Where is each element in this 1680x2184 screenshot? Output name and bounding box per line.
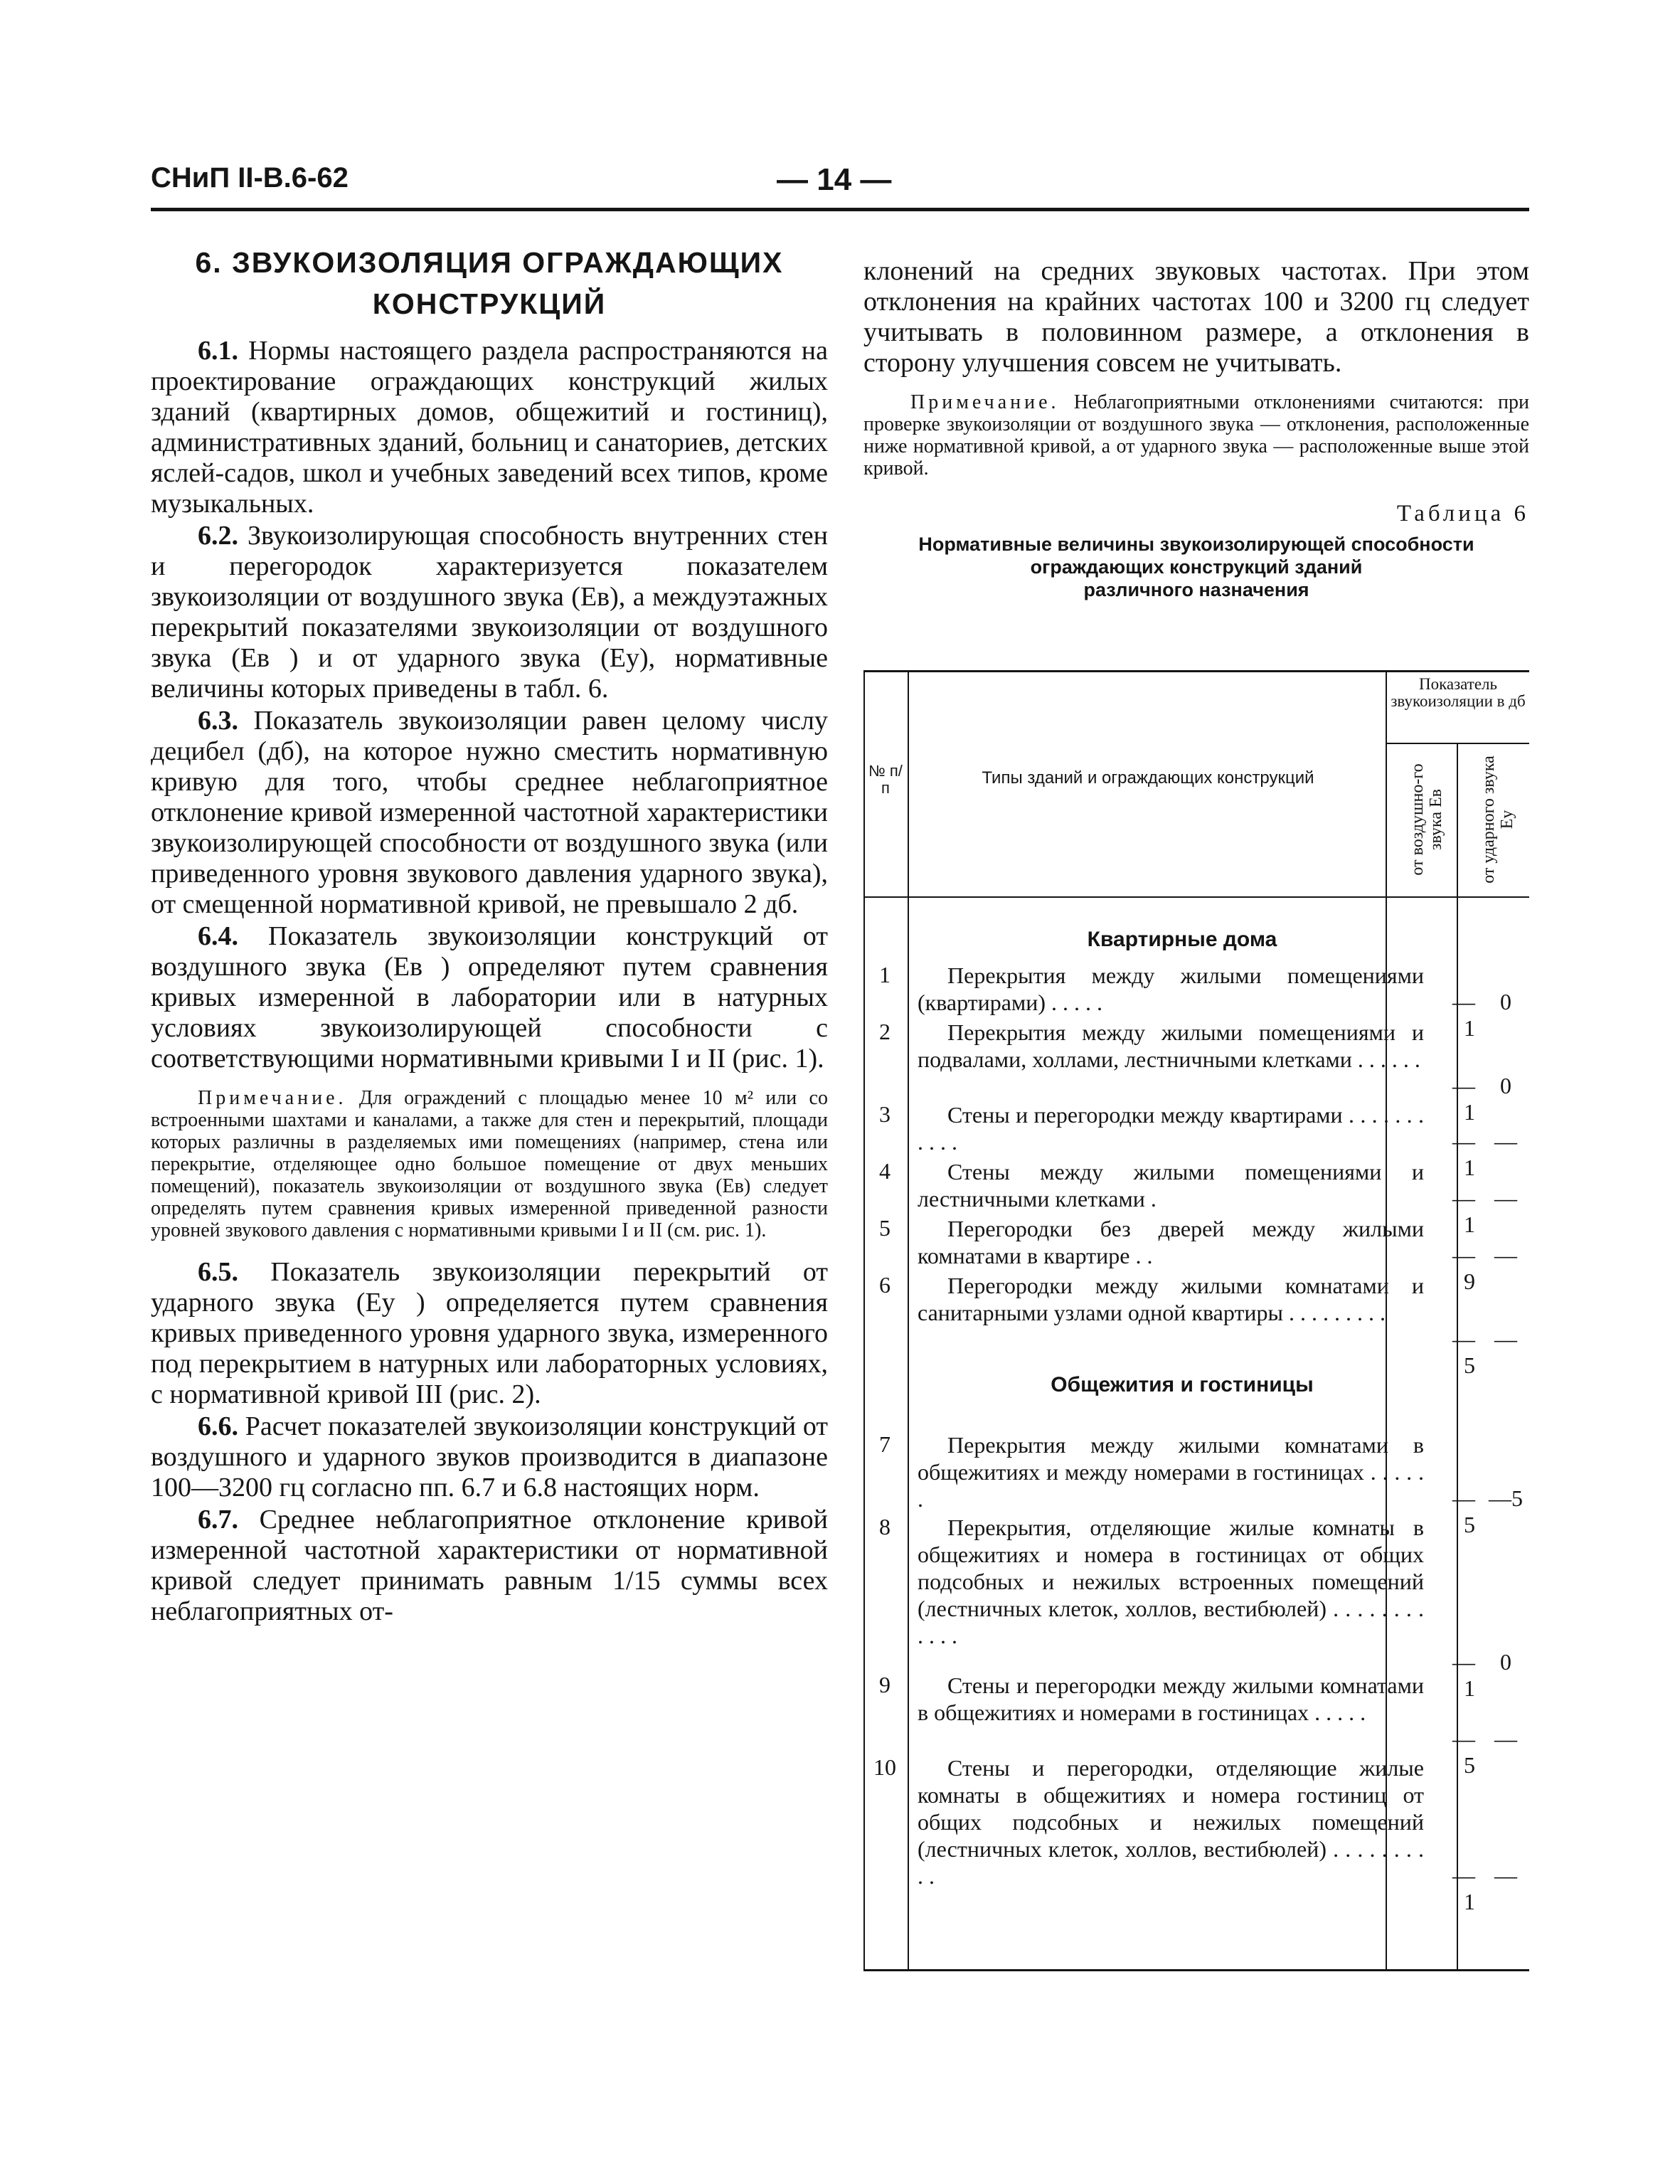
row-impact-value: 0	[1500, 989, 1511, 1014]
paragraph-6-1: 6.1. Нормы настоящего раздела распространяются на проектирование ограждающих конструкций жилых зданий (квартирных домов, общежитий и гостиниц), административных зданий, больниц и санаториев, детских яслей-садов, школ и учебных заведений всех типов, кроме музыкальных.	[151, 336, 829, 519]
row-impact-value: —5	[1489, 1485, 1523, 1511]
row-description: Стены и перегородки, отделяющие жилые комнаты в общежитиях и номера гостиниц от общих подсобных и нежилых помещений (лестничных клеток, холлов, вестибюлей) . . . . . . . . . .	[918, 1755, 1424, 1889]
row-number: 5	[879, 1215, 890, 1241]
row-air-value: —5	[1452, 1726, 1475, 1778]
row-air-value: —1	[1452, 1862, 1475, 1914]
group-dormitories-hotels: Общежития и гостиницы	[1051, 1373, 1314, 1396]
section-title: 6. ЗВУКОИЗОЛЯЦИЯ ОГРАЖДАЮЩИХ КОНСТРУКЦИЙ	[195, 246, 784, 320]
row-air-value: —1	[1452, 1649, 1475, 1701]
row-air-value: —9	[1452, 1242, 1475, 1294]
row-description: Перегородки без дверей между жилыми комнатами в квартире . .	[918, 1216, 1424, 1268]
row-number: 4	[879, 1158, 890, 1184]
col-header-index: Показатель звукоизоляции в дб	[1391, 675, 1526, 710]
table-caption: Нормативные величины звукоизолирующей способности ограждающих конструкций зданий различного назначения	[918, 534, 1474, 600]
note-2: Примечание. Неблагоприятными отклонениями считаются: при проверке звукоизоляции от воздушного звука — отклонения, расположенные ниже нормативной кривой, а от ударного звука — расположенные выше этой кривой.	[863, 391, 1529, 479]
row-impact-value: 0	[1500, 1073, 1511, 1098]
row-number: 7	[879, 1431, 890, 1457]
note-1: Примечание. Для ограждений с площадью менее 10 м² или со встроенными шахтами и каналами, а также для стен и перекрытий, площади которых различны в разделяемых ими помещениях (например, стена или перекрытие, отделяющее одно большое помещение от двух меньших помещений), показатель звукоизоляции от воздушного звука (Eв) следует определять путем сравнения кривых измеренной приведенной разности уровней звукового давления с нормативными кривыми I и II (см. рис. 1).	[151, 1087, 828, 1241]
table-divider-1	[908, 670, 909, 1971]
row-description: Перекрытия между жилыми комнатами в общежитиях и между номерами в гостиницах . . . . . .	[918, 1432, 1424, 1512]
table-label: Таблица 6	[1396, 501, 1529, 526]
row-impact-value: —	[1494, 1185, 1517, 1211]
paragraph-6-3: 6.3. Показатель звукоизоляции равен целому числу децибел (дб), на которое нужно сместить нормативную кривую для того, чтобы среднее неблагоприятное отклонение кривой измеренной частотной характеристики звукоизолирующей способности от воздушного звука (или приведенного уровня звукового давления ударного звука), от смещенной нормативной кривой, не превышало 2 дб.	[151, 706, 828, 919]
row-number: 9	[879, 1672, 890, 1697]
row-impact-value: —	[1494, 1726, 1517, 1751]
row-description: Перекрытия, отделяющие жилые комнаты в общежитиях и номера в гостиницах от общих подсобных и нежилых встроенных помещений (лестничных клеток, холлов, вестибюлей) . . . . . . . . . . . .	[918, 1515, 1424, 1648]
row-number: 1	[879, 962, 890, 987]
row-description: Перекрытия между жилыми помещениями и подвалами, холлами, лестничными клетками . . . . . .	[918, 1019, 1424, 1072]
table-bottom-rule	[863, 1969, 1529, 1971]
table-top-rule	[863, 670, 1529, 672]
row-description: Стены и перегородки между жилыми комнатами в общежитиях и номерами в гостиницах . . . . .	[918, 1673, 1424, 1725]
row-air-value: —1	[1452, 989, 1475, 1041]
row-description: Стены и перегородки между квартирами . . . . . . . . . . .	[918, 1102, 1424, 1155]
page-header	[151, 162, 1529, 212]
row-number: 3	[879, 1101, 890, 1127]
header-rule	[151, 208, 1529, 211]
paragraph-6-2: 6.2. Звукоизолирующая способность внутренних стен и перегородок характеризуется показателем звукоизоляции от воздушного звука (Eв), а междуэтажных перекрытий показателями звукоизоляции от воздушного звука (Eв ) и от ударного звука (Eу), нормативные величины которых приведены в табл. 6.	[151, 521, 828, 704]
paragraph-6-6: 6.6. Расчет показателей звукоизоляции конструкций от воздушного и ударного звуков производится в диапазоне 100—3200 гц согласно пп. 6.7 и 6.8 настоящих норм.	[151, 1411, 829, 1502]
row-impact-value: —	[1494, 1128, 1517, 1154]
row-number: 2	[879, 1019, 890, 1044]
row-impact-value: —	[1494, 1242, 1517, 1268]
row-number: 6	[879, 1272, 890, 1298]
paragraph-6-7: 6.7. Среднее неблагоприятное отклонение кривой измеренной частотной характеристики от нормативной кривой следует принимать равным 1/15 суммы всех неблагоприятных от-	[151, 1505, 828, 1626]
group-apartments: Квартирные дома	[1087, 928, 1277, 951]
row-impact-value: —	[1494, 1326, 1517, 1352]
page-number: — 14 —	[777, 162, 892, 197]
left-column	[151, 242, 828, 1628]
doc-code: СНиП II-В.6-62	[151, 162, 349, 194]
right-column	[863, 256, 1529, 601]
row-description: Стены между жилыми помещениями и лестничными клетками .	[918, 1159, 1424, 1212]
row-description: Перегородки между жилыми комнатами и санитарными узлами одной квартиры . . . . . . . . .	[918, 1273, 1424, 1325]
row-air-value: —5	[1452, 1485, 1475, 1537]
row-impact-value: —	[1494, 1862, 1517, 1888]
row-description: Перекрытия между жилыми помещениями (квартирами) . . . . .	[918, 963, 1424, 1015]
row-number: 10	[873, 1754, 896, 1780]
col-header-impact: от ударного звука Eу	[1479, 756, 1516, 884]
paragraph-6-5: 6.5. Показатель звукоизоляции перекрытий от ударного звука (Eу ) определяется путем сравнения кривых приведенного уровня ударного звука, измеренного под перекрытием в натурных или лабораторных условиях, с нормативной кривой III (рис. 2).	[151, 1257, 828, 1409]
col-header-type: Типы зданий и ограждающих конструкций	[982, 768, 1314, 788]
row-impact-value: 0	[1500, 1649, 1511, 1675]
table-6	[863, 670, 1529, 1972]
table-header-rule	[863, 896, 1529, 898]
row-air-value: —1	[1452, 1185, 1475, 1237]
col-header-air: от воздушно-го звука Eв	[1408, 763, 1445, 876]
row-number: 8	[879, 1514, 890, 1539]
row-air-value: —1	[1452, 1128, 1475, 1180]
paragraph-6-7-continued: клонений на средних звуковых частотах. При этом отклонения на крайних частотах 100 и 3200 гц следует учитывать в половинном размере, а отклонения в сторону улучшения совсем не учитывать.	[863, 256, 1529, 378]
paragraph-6-4: 6.4. Показатель звукоизоляции конструкций от воздушного звука (Eв ) определяют путем сравнения кривых измеренной в лаборатории или в натурных условиях звукоизолирующей способности с соответствующими нормативными кривыми I и II (рис. 1).	[151, 921, 828, 1074]
row-air-value: —1	[1452, 1073, 1475, 1125]
row-air-value: —5	[1452, 1326, 1475, 1378]
col-header-number: № п/п	[868, 762, 903, 797]
